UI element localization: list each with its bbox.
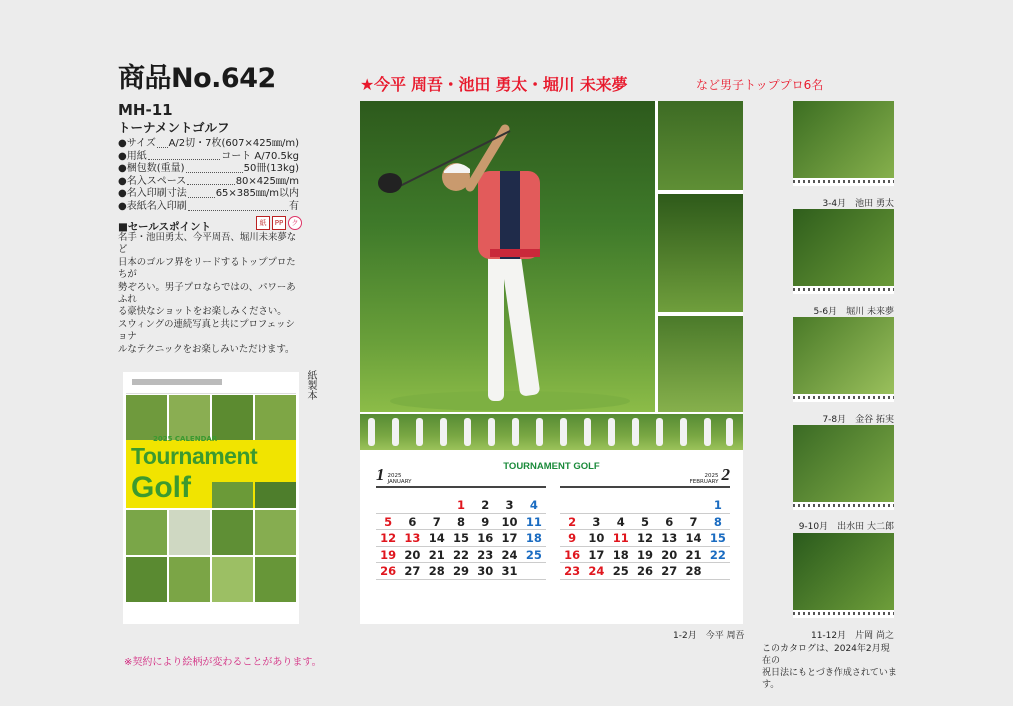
day-cell: 8	[706, 515, 730, 531]
day-cell: 21	[681, 548, 705, 564]
calendar-cover-image	[123, 372, 299, 624]
thumbnail-jul-aug	[793, 317, 894, 402]
day-cell: 25	[522, 548, 546, 564]
headline-sub: など男子トッププロ6名	[696, 78, 824, 92]
calendar-poster	[360, 101, 743, 624]
catalog-footnote: このカタログは、2024年2月現在の 祝日法にもとづき作成されています。	[762, 644, 897, 690]
spec-row: ●用紙 コート A/70.5kg	[118, 150, 299, 162]
thumbnail-caption: 9-10月 出水田 大二郎	[798, 522, 894, 532]
material-icons	[256, 216, 302, 230]
day-cell: 28	[681, 564, 705, 580]
thumbnail-sep-oct	[793, 425, 894, 510]
cover-header-strip	[126, 375, 296, 394]
day-cell: 13	[657, 531, 681, 547]
day-cell	[657, 498, 681, 514]
day-cell: 23	[473, 548, 497, 564]
day-cell: 11	[609, 531, 633, 547]
day-cell: 14	[681, 531, 705, 547]
day-cell: 17	[584, 548, 608, 564]
thumbnail-caption: 11-12月 片岡 尚之	[810, 631, 894, 641]
cover-title-line-2: Golf	[131, 471, 191, 504]
day-cell: 25	[609, 564, 633, 580]
day-cell	[633, 498, 657, 514]
day-cell: 11	[522, 515, 546, 531]
day-cell: 5	[633, 515, 657, 531]
cover-year: 2025 CALENDAR	[153, 435, 218, 443]
thumbnail-nov-dec	[793, 533, 894, 618]
thumbnail-caption: 7-8月 金谷 拓実	[822, 415, 894, 425]
day-cell: 18	[609, 548, 633, 564]
day-cell: 23	[560, 564, 584, 580]
day-cell: 1	[449, 498, 473, 514]
month-name: FEBRUARY	[689, 479, 719, 485]
day-cell: 21	[425, 548, 449, 564]
headline: ★今平 周吾・池田 勇太・堀川 未来夢	[360, 75, 628, 94]
day-cell: 24	[584, 564, 608, 580]
cross-icon: ク	[288, 216, 302, 230]
day-cell: 19	[376, 548, 400, 564]
sales-point-heading: ■セールスポイント	[118, 221, 211, 233]
day-cell	[560, 498, 584, 514]
day-cell	[400, 498, 424, 514]
day-grid	[560, 498, 730, 580]
month-year: 2025	[704, 473, 719, 479]
day-cell	[376, 498, 400, 514]
month-name: JANUARY	[387, 479, 412, 485]
spec-row: ●表紙名入印刷 有	[118, 200, 299, 212]
paper-icon: 紙	[256, 216, 270, 230]
spec-row: ●サイズ A/2切・7枚(607×425㎜/m)	[118, 138, 299, 149]
day-cell: 22	[706, 548, 730, 564]
day-cell: 2	[473, 498, 497, 514]
model-code: MH-11	[118, 101, 173, 119]
day-cell: 6	[657, 515, 681, 531]
golfer-figure	[360, 101, 655, 412]
day-cell: 31	[497, 564, 521, 580]
day-cell: 16	[560, 548, 584, 564]
product-number: 商品No.642	[118, 63, 276, 94]
day-cell: 10	[584, 531, 608, 547]
day-cell: 15	[706, 531, 730, 547]
day-grid	[376, 498, 546, 580]
binding-label: 紙製本	[305, 370, 316, 400]
day-cell: 26	[633, 564, 657, 580]
swing-sequence-photo	[360, 414, 743, 450]
day-cell	[609, 498, 633, 514]
day-cell: 29	[449, 564, 473, 580]
day-cell: 2	[560, 515, 584, 531]
sales-point-text: 名手・池田勇太、今平周吾、堀川未来夢など 日本のゴルフ界をリードするトッププロたちが 勢ぞろい。男子プロならではの、パワーあふれ る豪快なショットをお楽しみください。 スウィングの連続写真と共にプロフェッショナ ルなテクニックをお楽しみいただけます。	[118, 232, 297, 355]
day-cell: 7	[425, 515, 449, 531]
day-cell: 24	[497, 548, 521, 564]
side-photo-3	[658, 316, 743, 412]
design-change-note: ※契約により絵柄が変わることがあります。	[124, 657, 322, 668]
day-cell: 14	[425, 531, 449, 547]
month-number: 1	[376, 465, 385, 484]
day-cell: 1	[706, 498, 730, 514]
day-cell: 7	[681, 515, 705, 531]
day-cell: 3	[497, 498, 521, 514]
day-cell: 18	[522, 531, 546, 547]
thumbnail-caption: 5-6月 堀川 未来夢	[813, 307, 894, 317]
day-cell: 4	[609, 515, 633, 531]
side-photo-1	[658, 101, 743, 190]
month-year: 2025	[387, 473, 402, 479]
day-cell: 3	[584, 515, 608, 531]
product-name: トーナメントゴルフ	[118, 120, 230, 135]
day-cell: 19	[633, 548, 657, 564]
day-cell	[584, 498, 608, 514]
spec-row: ●名入スペース 80×425㎜/m	[118, 175, 299, 187]
day-cell	[706, 564, 730, 580]
day-cell: 20	[657, 548, 681, 564]
day-cell: 17	[497, 531, 521, 547]
day-cell: 5	[376, 515, 400, 531]
calendar-january	[376, 465, 546, 578]
main-golfer-photo	[360, 101, 655, 412]
cover-title-line-1: Tournament	[131, 443, 258, 469]
month-number: 2	[721, 465, 730, 484]
calendar-title: TOURNAMENT GOLF	[503, 461, 600, 472]
day-cell: 12	[376, 531, 400, 547]
day-cell: 6	[400, 515, 424, 531]
spec-list	[118, 138, 299, 214]
day-cell: 28	[425, 564, 449, 580]
day-cell: 27	[657, 564, 681, 580]
day-cell: 9	[473, 515, 497, 531]
pp-icon: PP	[272, 216, 286, 230]
day-cell: 26	[376, 564, 400, 580]
day-cell: 8	[449, 515, 473, 531]
spec-row: ●名入印刷寸法 65×385㎜/m以内	[118, 188, 299, 200]
day-cell: 4	[522, 498, 546, 514]
thumbnail-caption: 3-4月 池田 勇太	[822, 199, 894, 209]
day-cell: 12	[633, 531, 657, 547]
day-cell: 27	[400, 564, 424, 580]
day-cell	[522, 564, 546, 580]
day-cell: 20	[400, 548, 424, 564]
spec-row: ●梱包数(重量) 50冊(13kg)	[118, 163, 299, 175]
day-cell: 9	[560, 531, 584, 547]
day-cell	[681, 498, 705, 514]
day-cell	[425, 498, 449, 514]
thumbnail-mar-apr	[793, 101, 894, 186]
day-cell: 13	[400, 531, 424, 547]
thumbnail-may-jun	[793, 209, 894, 294]
calendar-february	[560, 465, 730, 578]
day-cell: 30	[473, 564, 497, 580]
day-cell: 22	[449, 548, 473, 564]
main-caption: 1-2月 今平 周吾	[673, 631, 745, 641]
day-cell: 16	[473, 531, 497, 547]
side-photo-2	[658, 194, 743, 312]
day-cell: 15	[449, 531, 473, 547]
day-cell: 10	[497, 515, 521, 531]
